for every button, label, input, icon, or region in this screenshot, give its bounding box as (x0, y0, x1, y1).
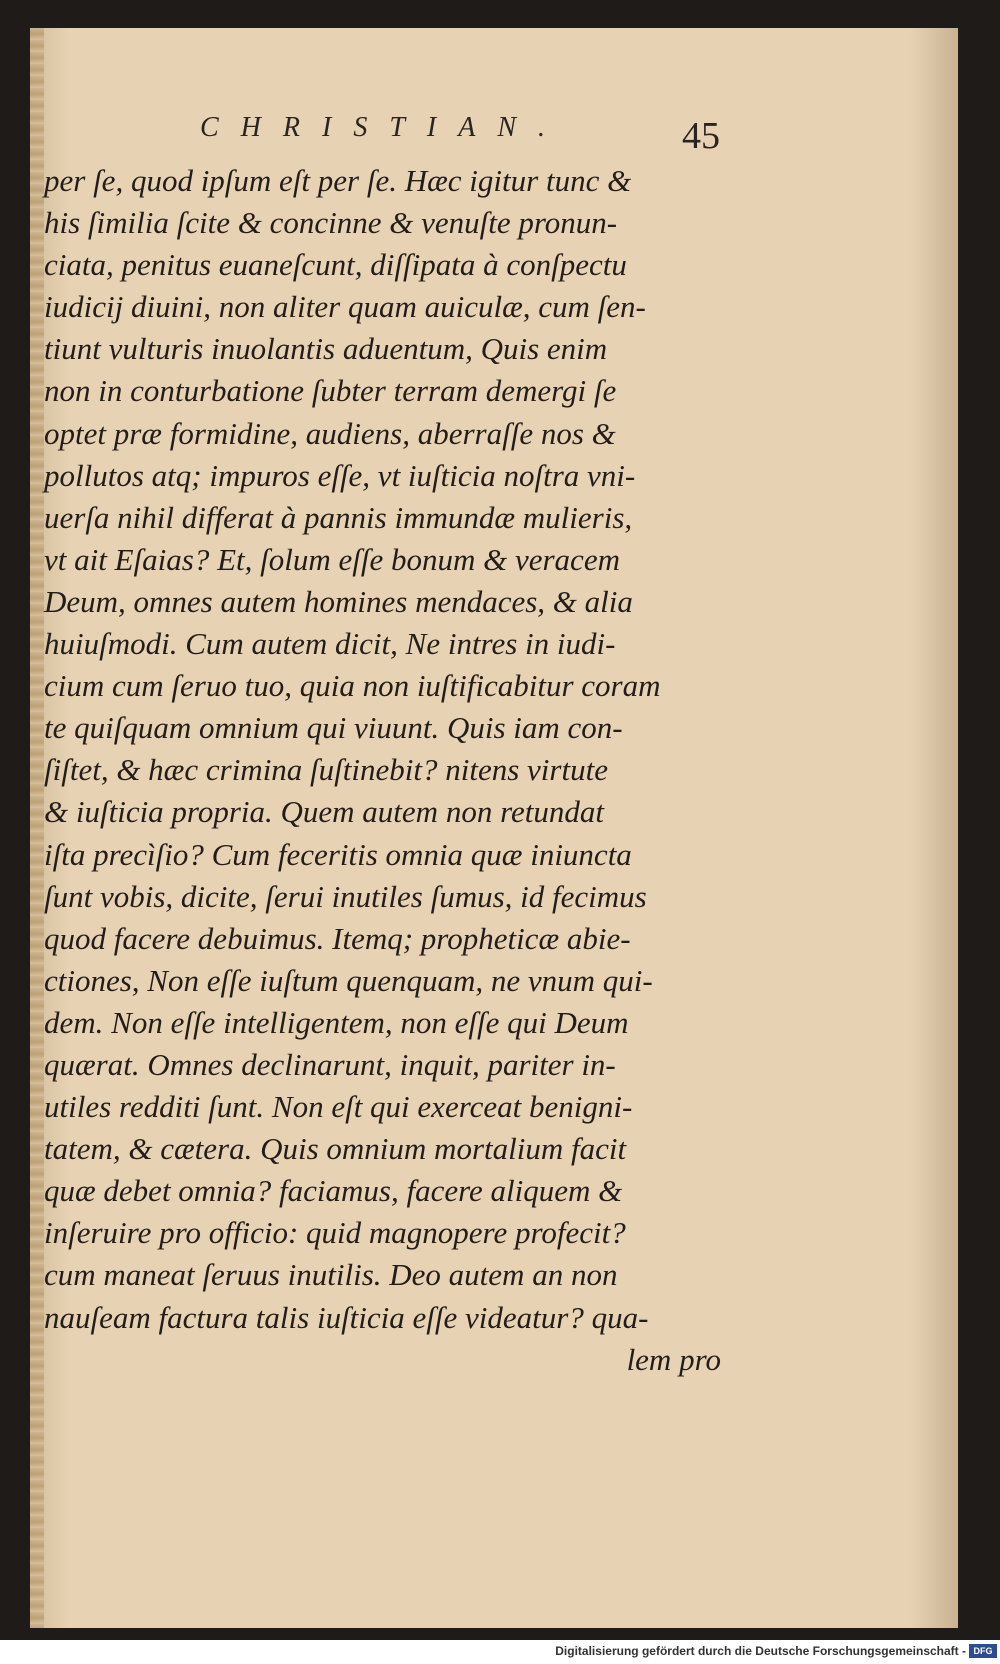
text-line: non in conturbatione ſubter terram demergi ſe (44, 373, 617, 409)
text-line: nauſeam factura talis iuſticia eſſe videatur? qua- (44, 1299, 649, 1335)
text-line: lem pro (626, 1341, 721, 1377)
text-line: iſta precìſio? Cum feceritis omnia quæ iniuncta (44, 836, 632, 872)
text-line: per ſe, quod ipſum eſt per ſe. Hæc igitur tunc & (44, 163, 632, 198)
text-line: tiunt vulturis inuolantis aduentum, Quis enim (44, 331, 608, 367)
text-line: dem. Non eſſe intelligentem, non eſſe qui Deum (44, 1004, 629, 1040)
text-line: ciata, penitus euaneſcunt, diſſipata à conſpectu (44, 247, 627, 283)
text-line: quærat. Omnes declinarunt, inquit, pariter in- (44, 1046, 616, 1082)
text-line: uerſa nihil differat à pannis immundæ mulieris, (44, 499, 633, 535)
text-line: ſiſtet, & hæc crimina ſuſtinebit? nitens virtute (44, 752, 608, 788)
dfg-logo: DFG (969, 1644, 997, 1658)
funding-credit: Digitalisierung gefördert durch die Deutsche Forschungsgemeinschaft - (555, 1644, 966, 1658)
text-line: ſunt vobis, dicite, ſerui inutiles ſumus, id fecimus (44, 878, 647, 914)
page-number: 45 (682, 115, 720, 157)
text-line: quod facere debuimus. Itemq; propheticæ abie- (44, 920, 631, 956)
running-head: CHRISTIAN. (200, 112, 567, 143)
text-line: Deum, omnes autem homines mendaces, & alia (44, 583, 633, 619)
text-line: iudicij diuini, non aliter quam auiculæ, cum ſen- (44, 289, 646, 325)
text-line: quæ debet omnia? faciamus, facere aliquem & (44, 1173, 623, 1209)
text-line: cium cum ſeruo tuo, quia non iuſtificabitur coram (44, 668, 661, 704)
text-line: cum maneat ſeruus inutilis. Deo autem an non (44, 1257, 618, 1293)
text-line: inſeruire pro officio: quid magnopere profecit? (44, 1215, 626, 1251)
page-edge (30, 28, 44, 1628)
text-line: optet præ formidine, audiens, aberraſſe nos & (44, 415, 616, 451)
text-line: huiuſmodi. Cum autem dicit, Ne intres in iudi- (44, 626, 616, 662)
text-line: ctiones, Non eſſe iuſtum quenquam, ne vnum qui- (44, 962, 653, 998)
text-line: utiles redditi ſunt. Non eſt qui exerceat benigni- (44, 1089, 633, 1125)
body-text (44, 160, 724, 1381)
text-line: vt ait Eſaias? Et, ſolum eſſe bonum & veracem (44, 541, 620, 577)
text-line: tatem, & cætera. Quis omnium mortalium facit (44, 1131, 627, 1167)
text-line: & iuſticia propria. Quem autem non retundat (44, 794, 604, 830)
text-line: te quiſquam omnium qui viuunt. Quis iam con- (44, 710, 623, 746)
footer-bar (0, 1642, 1000, 1664)
text-line: his ſimilia ſcite & concinne & venuſte pronun- (44, 205, 618, 241)
text-line: pollutos atq; impuros eſſe, vt iuſticia noſtra vni- (44, 457, 636, 493)
